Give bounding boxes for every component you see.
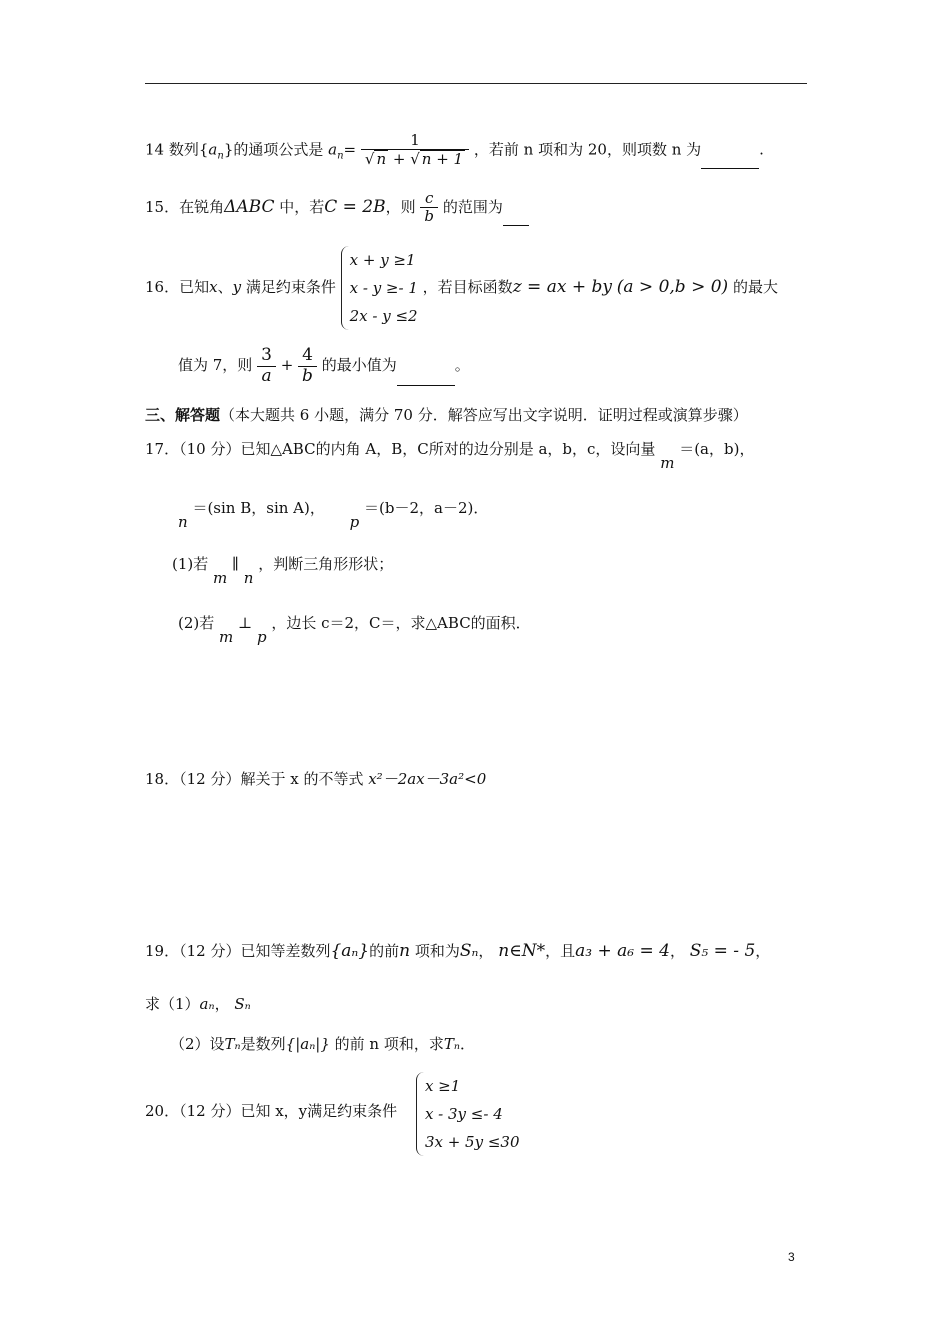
- question-19-part1: [145, 993, 251, 1014]
- question-16-line2: [178, 346, 470, 386]
- q18-text: 18．（12 分）解关于 x 的不等式: [145, 770, 369, 788]
- question-20: [145, 1072, 520, 1156]
- q14-suffix: ，若前 n 项和为 20，则项数 n 为: [473, 140, 702, 159]
- q19-part2-Tn: Tₙ: [224, 1035, 241, 1053]
- page-number: 3: [788, 1250, 795, 1264]
- question-15: [145, 190, 529, 226]
- q20-prefix: 20．（12 分）已知 x，y满足约束条件: [145, 1102, 398, 1120]
- q20-constraint-1: x ≥1: [424, 1077, 461, 1095]
- q16-x: x: [209, 278, 218, 296]
- q19-n-in-N: n∈N*: [498, 941, 546, 961]
- q15-mid: 中，若: [274, 197, 325, 216]
- q14-eq: =: [343, 140, 357, 159]
- q19-sequence: {aₙ}: [330, 941, 370, 961]
- q14-plus: +: [388, 150, 411, 169]
- q17-part1-parallel: ∥: [232, 555, 239, 573]
- q15-fraction: [420, 190, 438, 226]
- q17-n-value: ＝(sin B，sin A)，: [192, 499, 325, 517]
- q14-frac-den: √ n + √ n + 1: [361, 149, 469, 168]
- q20-constraint-3: 3x + 5y ≤30: [424, 1133, 520, 1151]
- q14-prefix: 14 数列{: [145, 140, 209, 159]
- q19-mid: 的前: [369, 942, 400, 960]
- q14-an: a: [328, 140, 338, 159]
- question-17: [145, 438, 755, 472]
- q15-suffix: 的范围为: [442, 197, 503, 216]
- q16-constraint-1: x + y ≥1: [349, 251, 416, 269]
- q17-part1-prefix: (1)若: [172, 555, 209, 573]
- q16-f2-den: b: [298, 366, 317, 387]
- question-16: [145, 246, 778, 330]
- q16-sep: 、: [217, 278, 233, 296]
- q19-part2-prefix: （2）设: [170, 1035, 225, 1053]
- q19-mid2: 项和为: [410, 942, 460, 960]
- q14-an-sub: n: [337, 150, 344, 162]
- question-17-part2: [178, 612, 531, 646]
- q19-Sn: Sₙ: [459, 941, 479, 961]
- q16-cond: (a > 0,b > 0): [616, 277, 729, 297]
- q14-fraction: [361, 132, 469, 169]
- q19-part1-sep: ，: [214, 995, 230, 1013]
- q17-p-value: ＝(b－2，a－2)．: [364, 499, 489, 517]
- q15-frac-den: b: [420, 207, 438, 225]
- q17-part2-suffix: ，边长 c＝2，C＝，求△ABC的面积．: [271, 614, 531, 632]
- q16-f1-den: a: [257, 366, 276, 387]
- q15-cond: C = 2B: [324, 196, 386, 217]
- q19-part2-end: ．: [459, 1035, 475, 1053]
- q19-cond2: S₅ = - 5: [689, 941, 756, 961]
- question-14: [145, 132, 764, 169]
- q14-mid: }的通项公式是: [223, 140, 329, 159]
- q16-suffix: 的最大: [728, 278, 778, 296]
- q16-mid: 满足约束条件: [241, 278, 336, 296]
- q16-line2-end: 。: [454, 356, 470, 375]
- q14-seq: a: [208, 140, 218, 159]
- q19-mid5: ，: [669, 942, 685, 960]
- q17-part1-m: m: [213, 569, 228, 587]
- q16-answer-blank: [397, 371, 455, 386]
- q14-end: .: [759, 140, 764, 159]
- q16-constraint-system: [341, 246, 418, 330]
- q19-end: ，: [755, 942, 771, 960]
- section3-note: （本大题共 6 小题，满分 70 分．解答应写出文字说明．证明过程或演算步骤）: [220, 406, 748, 424]
- q19-mid4: ，且: [545, 942, 576, 960]
- section-3-heading: [145, 404, 748, 425]
- question-17-part1: [172, 553, 394, 587]
- q17-part2-prefix: (2)若: [178, 614, 215, 632]
- q17-m-value: ＝(a，b)，: [679, 440, 755, 458]
- q17-part1-n: n: [243, 569, 254, 587]
- q19-part2-mid: 是数列: [240, 1035, 286, 1053]
- q15-mid2: ，则: [385, 197, 416, 216]
- q16-prefix: 16．已知: [145, 278, 210, 296]
- question-18: [145, 768, 486, 789]
- q19-part1-Sn: Sₙ: [234, 995, 251, 1013]
- q19-part2-suffix: 的前 n 项和，求: [334, 1035, 444, 1053]
- q14-seq-sub: n: [217, 150, 224, 162]
- q14-sqrt2: n + 1: [421, 150, 464, 169]
- question-19-part2: [170, 1033, 475, 1054]
- q17-vector-p: p: [349, 513, 360, 531]
- header-rule: [145, 83, 807, 84]
- q16-y: y: [232, 278, 242, 296]
- q16-constraint-2: x - y ≥- 1: [349, 279, 418, 297]
- q17-vector-m: m: [660, 454, 675, 472]
- q19-n: n: [399, 941, 411, 961]
- q19-part1-prefix: 求（1）: [145, 995, 200, 1013]
- q16-objective: z = ax + by: [512, 277, 612, 297]
- q15-triangle: ΔABC: [224, 196, 275, 217]
- q16-line2-prefix: 值为 7，则: [178, 356, 253, 375]
- q20-constraint-2: x - 3y ≤- 4: [424, 1105, 503, 1123]
- q14-answer-blank: [701, 154, 759, 169]
- q19-prefix: 19．（12 分）已知等差数列: [145, 942, 331, 960]
- q16-f1-num: 3: [261, 345, 272, 365]
- question-17-vectors: [178, 497, 489, 531]
- q16-fraction-1: [257, 346, 276, 386]
- q14-frac-num: 1: [410, 131, 420, 149]
- q16-line2-suffix: 的最小值为: [321, 356, 397, 375]
- q17-part2-p: p: [256, 628, 267, 646]
- q19-part1-an: aₙ: [199, 995, 215, 1013]
- q16-constraint-3: 2x - y ≤2: [349, 307, 418, 325]
- q15-prefix: 15．在锐角: [145, 197, 225, 216]
- q14-sqrt1: n: [376, 150, 387, 169]
- q16-f2-num: 4: [302, 345, 313, 365]
- section3-title: 三、解答题: [145, 406, 221, 424]
- question-19: [145, 940, 770, 961]
- q20-constraint-system: [416, 1072, 520, 1156]
- q19-cond1: a₃ + a₆ = 4: [575, 941, 670, 961]
- q17-line1: 17．（10 分）已知△ABC的内角 A，B，C所对的边分别是 a，b，c，设向量: [145, 440, 656, 458]
- q16-fraction-2: [298, 346, 317, 386]
- q17-part2-m: m: [219, 628, 234, 646]
- q19-part2-Tn-2: Tₙ: [443, 1035, 460, 1053]
- q17-part1-suffix: ，判断三角形形状；: [258, 555, 394, 573]
- q17-part2-perp: ⊥: [238, 614, 253, 632]
- q15-frac-num: c: [425, 189, 434, 207]
- q15-answer-blank: [503, 211, 529, 226]
- q17-vector-n: n: [178, 513, 188, 531]
- q18-inequality: x²－2ax－3a²<0: [368, 770, 487, 788]
- q16-mid2: ，若目标函数: [422, 278, 513, 296]
- q19-part2-abs-seq: {|aₙ|}: [285, 1035, 330, 1053]
- q19-mid3: ，: [478, 942, 494, 960]
- q16-plus: +: [275, 356, 299, 375]
